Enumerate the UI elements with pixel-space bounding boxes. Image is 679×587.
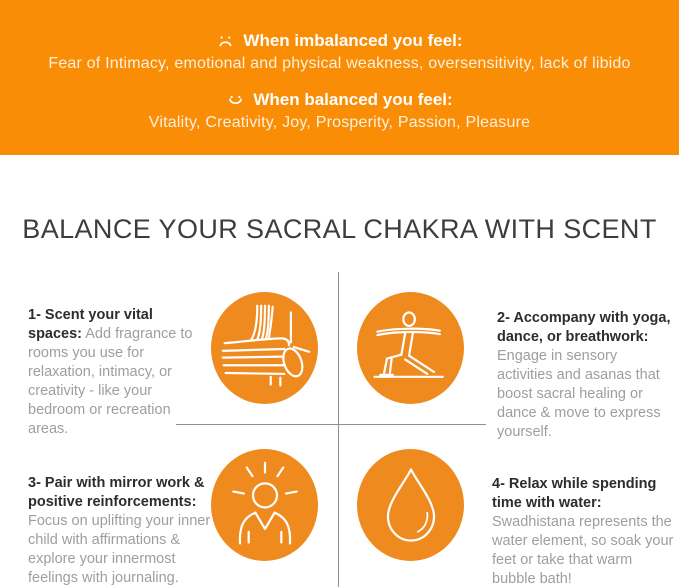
- tip-1-heading: 1- Scent your vital spaces:: [28, 306, 153, 342]
- tip-1-body: Add fragrance to rooms you use for relaxation, intimacy, or creativity - like your bedroom or recreation areas.: [28, 325, 193, 437]
- smiley-face-icon: [226, 91, 245, 110]
- imbalanced-heading: [216, 31, 462, 51]
- tip-3-body: Focus on uplifting your inner child with affirmations & explore your innermost feelings with journaling.: [28, 512, 211, 586]
- balanced-heading: [226, 90, 452, 110]
- sun-person-icon: [217, 457, 313, 553]
- tip-4-heading: 4- Relax while spending time with water:: [492, 475, 657, 511]
- tip-3-heading: 3- Pair with mirror work & positive reinforcements:: [28, 474, 205, 510]
- tip-3-icon-circle: [211, 449, 318, 561]
- horizontal-divider: [176, 424, 486, 425]
- tip-1-icon-circle: [211, 292, 318, 404]
- tip-1-text: [28, 306, 204, 439]
- tip-4-icon-circle: [357, 449, 464, 561]
- imbalanced-label: When imbalanced you feel:: [243, 31, 463, 50]
- header-band: [0, 0, 679, 155]
- tip-4-text: [492, 475, 678, 587]
- sofa-icon: [217, 300, 313, 396]
- page-title: BALANCE YOUR SACRAL CHAKRA WITH SCENT: [22, 214, 657, 244]
- imbalanced-description: Fear of Intimacy, emotional and physical weakness, oversensitivity, lack of libido: [48, 55, 631, 72]
- water-drop-icon: [363, 457, 459, 553]
- balanced-label: When balanced you feel:: [253, 90, 453, 109]
- tip-3-text: [28, 474, 212, 587]
- tip-2-body: Engage in sensory activities and asanas that boost sacral healing or dance & move to express yourself.: [497, 347, 661, 440]
- tip-2-icon-circle: [357, 292, 464, 404]
- yoga-pose-icon: [363, 300, 459, 396]
- vertical-divider: [338, 272, 339, 587]
- tip-2-text: [497, 309, 675, 442]
- sad-face-icon: [216, 32, 235, 51]
- tip-4-body: Swadhistana represents the water element, so soak your feet or take that warm bubble bath!: [492, 513, 674, 587]
- tip-2-heading: 2- Accompany with yoga, dance, or breathwork:: [497, 309, 671, 345]
- balanced-description: Vitality, Creativity, Joy, Prosperity, Passion, Pleasure: [148, 114, 531, 131]
